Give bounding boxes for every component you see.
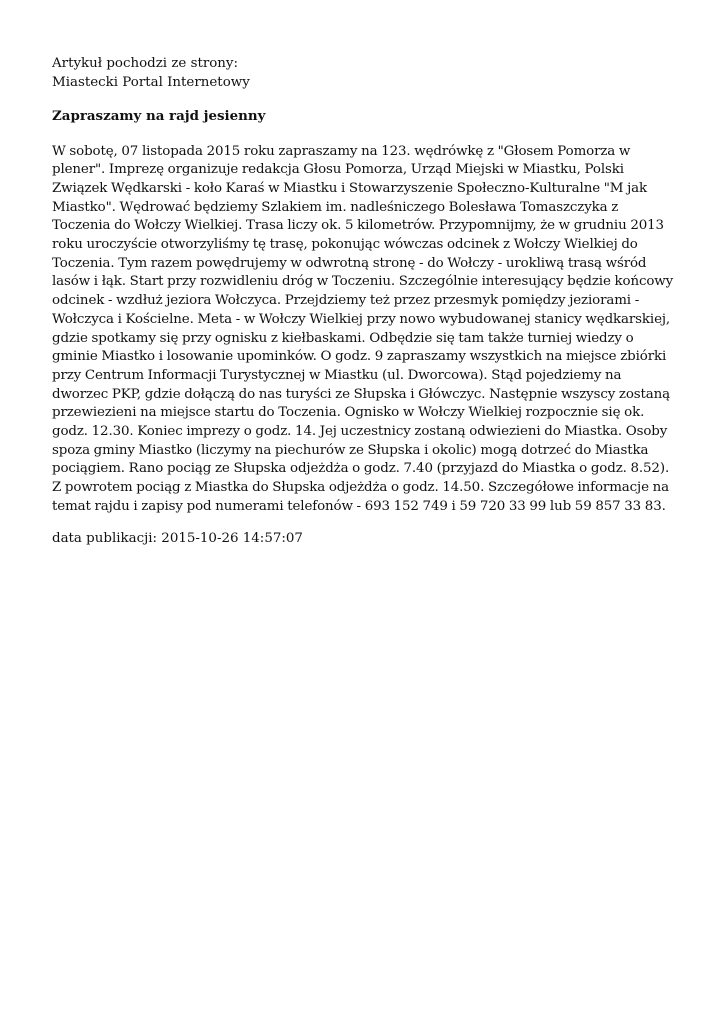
publication-date: data publikacji: 2015-10-26 14:57:07 <box>52 531 303 546</box>
article-title: Zapraszamy na rajd jesienny <box>52 108 266 124</box>
article-page <box>52 55 674 517</box>
article-body: W sobotę, 07 listopada 2015 roku zapraszamy na 123. wędrówkę z "Głosem Pomorza w plener". Imprezę organizuje redakcja Głosu Pomorza, Urząd Miejski w Miastku, Polski Związek Wędkarski - koło Karaś w Miastku i Stowarzyszenie Społeczno-Kulturalne "M jak Miastko". Wędrować będziemy Szlakiem im. nadleśniczego Bolesława Tomaszczyka z Toczenia do Wołczy Wielkiej. Trasa liczy ok. 5 kilometrów. Przypomnijmy, że w grudniu 2013 roku uroczyście otworzyliśmy tę trasę, pokonując wówczas odcinek z Wołczy Wielkiej do Toczenia. Tym razem powędrujemy w odwrotną stronę - do Wołczy - urokliwą trasą wśród lasów i łąk. Start przy rozwidleniu dróg w Toczeniu. Szczególnie interesujący będzie końcowy odcinek - wzdłuż jeziora Wołczyca. Przejdziemy też przez przesmyk pomiędzy jeziorami - Wołczyca i Kościelne. Meta - w Wołczy Wielkiej przy nowo wybudowanej stanicy wędkarskiej, gdzie spotkamy się przy ognisku z kiełbaskami. Odbędzie się tam także turniej wiedzy o gminie Miastko i losowanie upominków. O godz. 9 zapraszamy wszystkich na miejsce zbiórki przy Centrum Informacji Turystycznej w Miastku (ul. Dworcowa). Stąd pojedziemy na dworzec PKP, gdzie dołączą do nas turyści ze Słupska i Główczyc. Następnie wszyscy zostaną przewiezieni na miejsce startu do Toczenia. Ognisko w Wołczy Wielkiej rozpocznie się ok. godz. 12.30. Koniec imprezy o godz. 14. Jej uczestnicy zostaną odwiezieni do Miastka. Osoby spoza gminy Miastko (liczymy na piechurów ze Słupska i okolic) mogą dotrzeć do Miastka pociągiem. Rano pociąg ze Słupska odjeżdża o godz. 7.40 (przyjazd do Miastka o godz. 8.52). Z powrotem pociąg z Miastka do Słupska odjeżdża o godz. 14.50. Szczegółowe informacje na temat rajdu i zapisy pod numerami telefonów - 693 152 749 i 59 720 33 99 lub 59 857 33 83. <box>52 143 674 514</box>
source-name: Miastecki Portal Internetowy <box>52 74 250 90</box>
source-label: Artykuł pochodzi ze strony: <box>52 56 238 71</box>
